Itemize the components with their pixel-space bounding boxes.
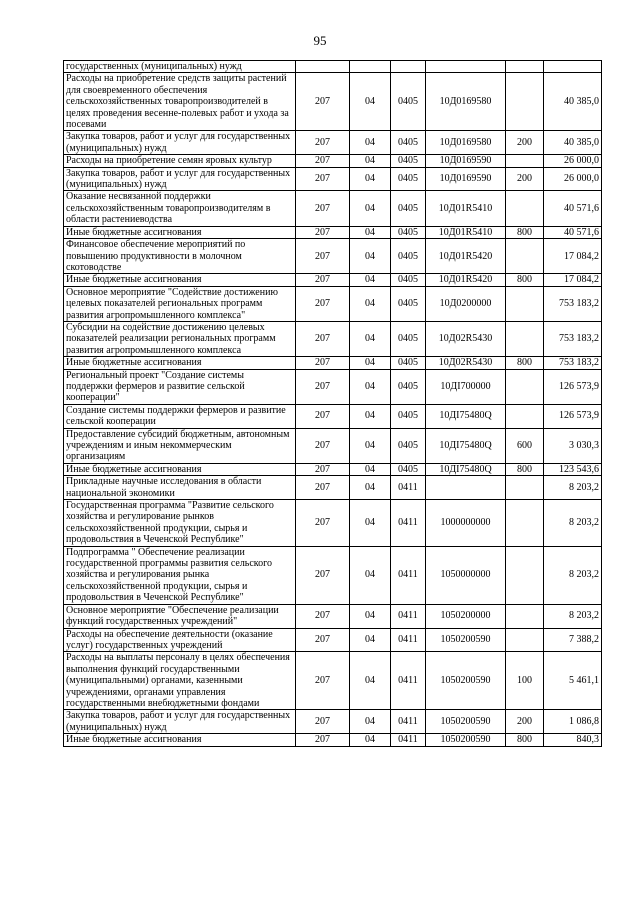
section-cell: 04 bbox=[350, 321, 391, 356]
ministry-code-cell: 207 bbox=[296, 274, 350, 286]
table-row bbox=[64, 131, 602, 155]
subsection-cell: 0405 bbox=[391, 463, 426, 475]
target-article-cell: 10ДI75480Q bbox=[426, 404, 506, 428]
expense-type-cell bbox=[506, 73, 544, 131]
ministry-code-cell: 207 bbox=[296, 357, 350, 369]
subsection-cell: 0411 bbox=[391, 652, 426, 710]
section-cell: 04 bbox=[350, 369, 391, 404]
subsection-cell: 0405 bbox=[391, 73, 426, 131]
section-cell: 04 bbox=[350, 734, 391, 746]
section-cell: 04 bbox=[350, 710, 391, 734]
subsection-cell: 0411 bbox=[391, 500, 426, 547]
row-name-cell: Основное мероприятие "Обеспечение реализации функций государственных учреждений" bbox=[64, 604, 296, 628]
amount-cell: 126 573,9 bbox=[544, 404, 602, 428]
row-name-cell: Предоставление субсидий бюджетным, автономным учреждениям и иным некоммерческим организациям bbox=[64, 428, 296, 463]
expense-type-cell: 200 bbox=[506, 710, 544, 734]
target-article-cell: 10Д01R5410 bbox=[426, 191, 506, 226]
expense-type-cell bbox=[506, 239, 544, 274]
amount-cell: 123 543,6 bbox=[544, 463, 602, 475]
subsection-cell: 0405 bbox=[391, 131, 426, 155]
section-cell: 04 bbox=[350, 191, 391, 226]
ministry-code-cell: 207 bbox=[296, 628, 350, 652]
target-article-cell: 10Д0169590 bbox=[426, 167, 506, 191]
amount-cell: 40 571,6 bbox=[544, 191, 602, 226]
subsection-cell: 0405 bbox=[391, 369, 426, 404]
target-article-cell: 1050200590 bbox=[426, 710, 506, 734]
section-cell: 04 bbox=[350, 628, 391, 652]
target-article-cell: 1000000000 bbox=[426, 500, 506, 547]
row-name-cell: Расходы на приобретение средств защиты растений для своевременного обеспечения сельскохозяйственных товаропроизводителей в целях проведения весенне-полевых работ и ухода за посевами bbox=[64, 73, 296, 131]
ministry-code-cell: 207 bbox=[296, 604, 350, 628]
target-article-cell: 10ДI700000 bbox=[426, 369, 506, 404]
subsection-cell: 0411 bbox=[391, 734, 426, 746]
amount-cell bbox=[544, 61, 602, 73]
subsection-cell: 0411 bbox=[391, 710, 426, 734]
ministry-code-cell: 207 bbox=[296, 286, 350, 321]
expense-type-cell: 800 bbox=[506, 734, 544, 746]
target-article-cell: 10Д0200000 bbox=[426, 286, 506, 321]
row-name-cell: Основное мероприятие "Содействие достижению целевых показателей региональных программ развития агропромышленного комплекса" bbox=[64, 286, 296, 321]
target-article-cell: 1050200000 bbox=[426, 604, 506, 628]
expense-type-cell: 800 bbox=[506, 463, 544, 475]
section-cell: 04 bbox=[350, 652, 391, 710]
table-row bbox=[64, 710, 602, 734]
table-row bbox=[64, 274, 602, 286]
subsection-cell: 0411 bbox=[391, 546, 426, 604]
amount-cell: 3 030,3 bbox=[544, 428, 602, 463]
amount-cell: 40 385,0 bbox=[544, 73, 602, 131]
section-cell: 04 bbox=[350, 404, 391, 428]
ministry-code-cell: 207 bbox=[296, 155, 350, 167]
expense-type-cell bbox=[506, 369, 544, 404]
target-article-cell: 10Д01R5420 bbox=[426, 239, 506, 274]
row-name-cell: Региональный проект "Создание системы поддержки фермеров и развитие сельской кооперации" bbox=[64, 369, 296, 404]
amount-cell: 126 573,9 bbox=[544, 369, 602, 404]
ministry-code-cell: 207 bbox=[296, 476, 350, 500]
row-name-cell: Подпрограмма " Обеспечение реализации государственной программы развития сельского хозяйства и регулирования рынка сельскохозяйственной продукции, сырья и продовольствия в Чеченской Республике" bbox=[64, 546, 296, 604]
target-article-cell bbox=[426, 61, 506, 73]
amount-cell: 753 183,2 bbox=[544, 321, 602, 356]
table-row bbox=[64, 463, 602, 475]
section-cell: 04 bbox=[350, 476, 391, 500]
expense-type-cell bbox=[506, 155, 544, 167]
ministry-code-cell: 207 bbox=[296, 191, 350, 226]
amount-cell: 1 086,8 bbox=[544, 710, 602, 734]
budget-table bbox=[63, 60, 602, 747]
expense-type-cell: 800 bbox=[506, 357, 544, 369]
expense-type-cell: 800 bbox=[506, 226, 544, 238]
section-cell: 04 bbox=[350, 500, 391, 547]
ministry-code-cell: 207 bbox=[296, 73, 350, 131]
table-row bbox=[64, 734, 602, 746]
expense-type-cell: 800 bbox=[506, 274, 544, 286]
table-row bbox=[64, 404, 602, 428]
section-cell: 04 bbox=[350, 286, 391, 321]
ministry-code-cell: 207 bbox=[296, 710, 350, 734]
row-name-cell: Финансовое обеспечение мероприятий по повышению продуктивности в молочном скотоводстве bbox=[64, 239, 296, 274]
row-name-cell: Закупка товаров, работ и услуг для государственных (муниципальных) нужд bbox=[64, 167, 296, 191]
section-cell: 04 bbox=[350, 239, 391, 274]
row-name-cell: Иные бюджетные ассигнования bbox=[64, 734, 296, 746]
expense-type-cell bbox=[506, 61, 544, 73]
row-name-cell: Иные бюджетные ассигнования bbox=[64, 463, 296, 475]
section-cell: 04 bbox=[350, 546, 391, 604]
target-article-cell: 10Д0169580 bbox=[426, 73, 506, 131]
ministry-code-cell: 207 bbox=[296, 369, 350, 404]
amount-cell: 753 183,2 bbox=[544, 357, 602, 369]
row-name-cell: Расходы на приобретение семян яровых культур bbox=[64, 155, 296, 167]
target-article-cell: 10Д01R5420 bbox=[426, 274, 506, 286]
ministry-code-cell: 207 bbox=[296, 321, 350, 356]
target-article-cell: 10Д01R5410 bbox=[426, 226, 506, 238]
ministry-code-cell: 207 bbox=[296, 463, 350, 475]
row-name-cell: Расходы на обеспечение деятельности (оказание услуг) государственных учреждений bbox=[64, 628, 296, 652]
table-row bbox=[64, 191, 602, 226]
target-article-cell: 10ДI75480Q bbox=[426, 428, 506, 463]
row-name-cell: Иные бюджетные ассигнования bbox=[64, 357, 296, 369]
expense-type-cell: 600 bbox=[506, 428, 544, 463]
subsection-cell: 0405 bbox=[391, 428, 426, 463]
amount-cell: 8 203,2 bbox=[544, 476, 602, 500]
page-number: 95 bbox=[313, 33, 327, 48]
expense-type-cell bbox=[506, 604, 544, 628]
expense-type-cell bbox=[506, 191, 544, 226]
row-name-cell: Иные бюджетные ассигнования bbox=[64, 274, 296, 286]
subsection-cell: 0405 bbox=[391, 191, 426, 226]
ministry-code-cell: 207 bbox=[296, 131, 350, 155]
subsection-cell: 0405 bbox=[391, 226, 426, 238]
amount-cell: 7 388,2 bbox=[544, 628, 602, 652]
section-cell: 04 bbox=[350, 155, 391, 167]
ministry-code-cell: 207 bbox=[296, 239, 350, 274]
amount-cell: 8 203,2 bbox=[544, 604, 602, 628]
amount-cell: 5 461,1 bbox=[544, 652, 602, 710]
ministry-code-cell: 207 bbox=[296, 546, 350, 604]
expense-type-cell: 200 bbox=[506, 131, 544, 155]
table-row bbox=[64, 628, 602, 652]
ministry-code-cell bbox=[296, 61, 350, 73]
amount-cell: 26 000,0 bbox=[544, 167, 602, 191]
expense-type-cell bbox=[506, 476, 544, 500]
table-row bbox=[64, 155, 602, 167]
row-name-cell: Закупка товаров, работ и услуг для государственных (муниципальных) нужд bbox=[64, 710, 296, 734]
section-cell: 04 bbox=[350, 226, 391, 238]
expense-type-cell bbox=[506, 404, 544, 428]
expense-type-cell: 200 bbox=[506, 167, 544, 191]
subsection-cell: 0405 bbox=[391, 155, 426, 167]
target-article-cell: 1050200590 bbox=[426, 734, 506, 746]
expense-type-cell bbox=[506, 628, 544, 652]
section-cell: 04 bbox=[350, 357, 391, 369]
amount-cell: 8 203,2 bbox=[544, 500, 602, 547]
target-article-cell: 10Д0169580 bbox=[426, 131, 506, 155]
target-article-cell: 1050200590 bbox=[426, 652, 506, 710]
subsection-cell: 0411 bbox=[391, 604, 426, 628]
subsection-cell bbox=[391, 61, 426, 73]
row-name-cell: Иные бюджетные ассигнования bbox=[64, 226, 296, 238]
subsection-cell: 0405 bbox=[391, 404, 426, 428]
amount-cell: 17 084,2 bbox=[544, 274, 602, 286]
section-cell: 04 bbox=[350, 73, 391, 131]
ministry-code-cell: 207 bbox=[296, 734, 350, 746]
table-row bbox=[64, 652, 602, 710]
ministry-code-cell: 207 bbox=[296, 500, 350, 547]
table-row bbox=[64, 239, 602, 274]
ministry-code-cell: 207 bbox=[296, 652, 350, 710]
amount-cell: 8 203,2 bbox=[544, 546, 602, 604]
subsection-cell: 0405 bbox=[391, 239, 426, 274]
row-name-cell: Расходы на выплаты персоналу в целях обеспечения выполнения функций государственными (муниципальными) органами, казенными учреждениями, органами управления государственными внебюджетными фондами bbox=[64, 652, 296, 710]
target-article-cell: 10ДI75480Q bbox=[426, 463, 506, 475]
table-row bbox=[64, 73, 602, 131]
target-article-cell: 10Д0169590 bbox=[426, 155, 506, 167]
subsection-cell: 0405 bbox=[391, 286, 426, 321]
section-cell: 04 bbox=[350, 463, 391, 475]
row-name-cell: Субсидии на содействие достижению целевых показателей реализации региональных программ развития агропромышленного комплекса bbox=[64, 321, 296, 356]
table-row bbox=[64, 500, 602, 547]
ministry-code-cell: 207 bbox=[296, 404, 350, 428]
table-row bbox=[64, 546, 602, 604]
ministry-code-cell: 207 bbox=[296, 167, 350, 191]
row-name-cell: Государственная программа "Развитие сельского хозяйства и регулирование рынков сельскохозяйственной продукции, сырья и продовольствия в Чеченской Республике" bbox=[64, 500, 296, 547]
subsection-cell: 0405 bbox=[391, 274, 426, 286]
row-name-cell: Закупка товаров, работ и услуг для государственных (муниципальных) нужд bbox=[64, 131, 296, 155]
subsection-cell: 0405 bbox=[391, 167, 426, 191]
section-cell bbox=[350, 61, 391, 73]
target-article-cell: 1050200590 bbox=[426, 628, 506, 652]
section-cell: 04 bbox=[350, 131, 391, 155]
section-cell: 04 bbox=[350, 167, 391, 191]
amount-cell: 40 385,0 bbox=[544, 131, 602, 155]
table-row bbox=[64, 428, 602, 463]
table-row bbox=[64, 167, 602, 191]
target-article-cell: 10Д02R5430 bbox=[426, 357, 506, 369]
target-article-cell: 10Д02R5430 bbox=[426, 321, 506, 356]
section-cell: 04 bbox=[350, 428, 391, 463]
section-cell: 04 bbox=[350, 604, 391, 628]
expense-type-cell: 100 bbox=[506, 652, 544, 710]
table-row bbox=[64, 357, 602, 369]
table-row bbox=[64, 321, 602, 356]
expense-type-cell bbox=[506, 286, 544, 321]
expense-type-cell bbox=[506, 500, 544, 547]
section-cell: 04 bbox=[350, 274, 391, 286]
target-article-cell: 1050000000 bbox=[426, 546, 506, 604]
table-row bbox=[64, 604, 602, 628]
row-name-cell: Создание системы поддержки фермеров и развитие сельской кооперации bbox=[64, 404, 296, 428]
budget-table-body bbox=[64, 61, 602, 747]
table-row bbox=[64, 369, 602, 404]
ministry-code-cell: 207 bbox=[296, 226, 350, 238]
subsection-cell: 0405 bbox=[391, 321, 426, 356]
target-article-cell bbox=[426, 476, 506, 500]
amount-cell: 40 571,6 bbox=[544, 226, 602, 238]
ministry-code-cell: 207 bbox=[296, 428, 350, 463]
table-row bbox=[64, 476, 602, 500]
row-name-cell: государственных (муниципальных) нужд bbox=[64, 61, 296, 73]
amount-cell: 17 084,2 bbox=[544, 239, 602, 274]
amount-cell: 26 000,0 bbox=[544, 155, 602, 167]
table-row bbox=[64, 61, 602, 73]
row-name-cell: Прикладные научные исследования в области национальной экономики bbox=[64, 476, 296, 500]
subsection-cell: 0405 bbox=[391, 357, 426, 369]
subsection-cell: 0411 bbox=[391, 628, 426, 652]
table-row bbox=[64, 226, 602, 238]
expense-type-cell bbox=[506, 321, 544, 356]
amount-cell: 840,3 bbox=[544, 734, 602, 746]
subsection-cell: 0411 bbox=[391, 476, 426, 500]
table-row bbox=[64, 286, 602, 321]
amount-cell: 753 183,2 bbox=[544, 286, 602, 321]
row-name-cell: Оказание несвязанной поддержки сельскохозяйственным товаропроизводителям в области растениеводства bbox=[64, 191, 296, 226]
expense-type-cell bbox=[506, 546, 544, 604]
